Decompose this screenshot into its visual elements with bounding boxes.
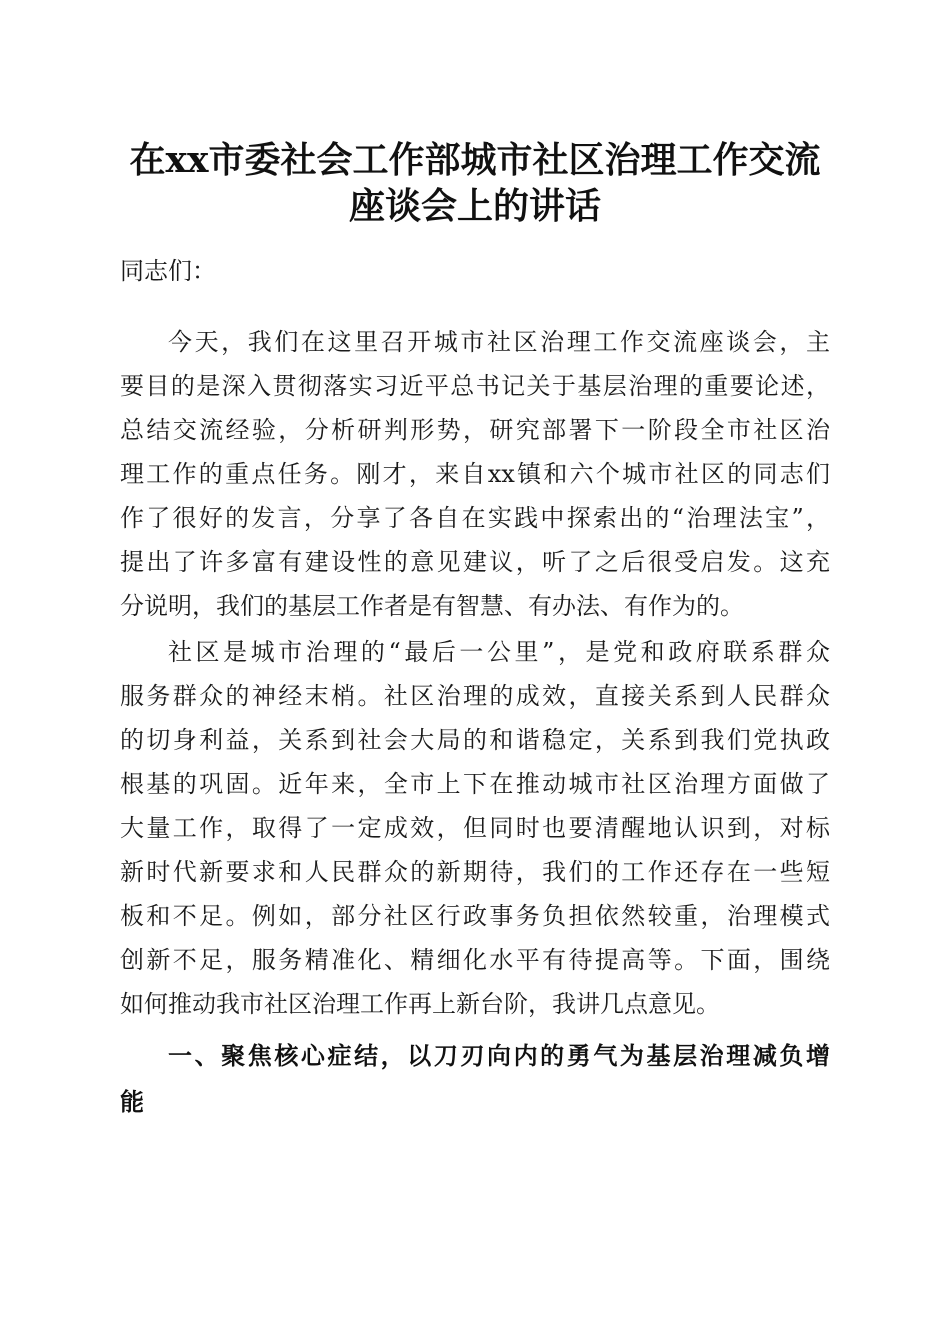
paragraph-1-line-4: 理工作的重点任务。刚才，来自xx镇和六个城市社区的同志们 bbox=[120, 460, 830, 488]
paragraph-2-line-8: 创新不足，服务精准化、精细化水平有待提高等。下面，围绕 bbox=[120, 946, 830, 974]
document-title-line-2: 座谈会上的讲话 bbox=[348, 185, 601, 227]
paragraph-2-line-5: 大量工作，取得了一定成效，但同时也要清醒地认识到，对标 bbox=[120, 814, 830, 842]
paragraph-2-line-7: 板和不足。例如，部分社区行政事务负担依然较重，治理模式 bbox=[120, 902, 830, 930]
paragraph-2-line-9: 如何推动我市社区治理工作再上新台阶，我讲几点意见。 bbox=[120, 990, 720, 1018]
paragraph-1-line-7: 分说明，我们的基层工作者是有智慧、有办法、有作为的。 bbox=[120, 592, 744, 620]
paragraph-2-line-3: 的切身利益，关系到社会大局的和谐稳定，关系到我们党执政 bbox=[120, 726, 830, 754]
section-heading-1-line-1: 一、聚焦核心症结，以刀刃向内的勇气为基层治理减负增 bbox=[168, 1042, 830, 1070]
paragraph-1-line-6: 提出了许多富有建设性的意见建议，听了之后很受启发。这充 bbox=[120, 548, 830, 576]
paragraph-1-line-5: 作了很好的发言，分享了各自在实践中探索出的“治理法宝”， bbox=[120, 504, 830, 532]
salutation: 同志们： bbox=[120, 257, 216, 285]
document-title-line-1: 在xx市委社会工作部城市社区治理工作交流 bbox=[129, 139, 821, 181]
paragraph-1-line-2: 要目的是深入贯彻落实习近平总书记关于基层治理的重要论述， bbox=[120, 372, 830, 400]
paragraph-2-line-4: 根基的巩固。近年来，全市上下在推动城市社区治理方面做了 bbox=[120, 770, 830, 798]
paragraph-2-line-1: 社区是城市治理的“最后一公里”，是党和政府联系群众 bbox=[168, 638, 830, 666]
paragraph-2-line-6: 新时代新要求和人民群众的新期待，我们的工作还存在一些短 bbox=[120, 858, 830, 886]
section-heading-1-line-2: 能 bbox=[120, 1088, 144, 1116]
paragraph-2-line-2: 服务群众的神经末梢。社区治理的成效，直接关系到人民群众 bbox=[120, 682, 830, 710]
paragraph-1-line-1: 今天，我们在这里召开城市社区治理工作交流座谈会，主 bbox=[168, 328, 830, 356]
paragraph-1-line-3: 总结交流经验，分析研判形势，研究部署下一阶段全市社区治 bbox=[120, 416, 830, 444]
